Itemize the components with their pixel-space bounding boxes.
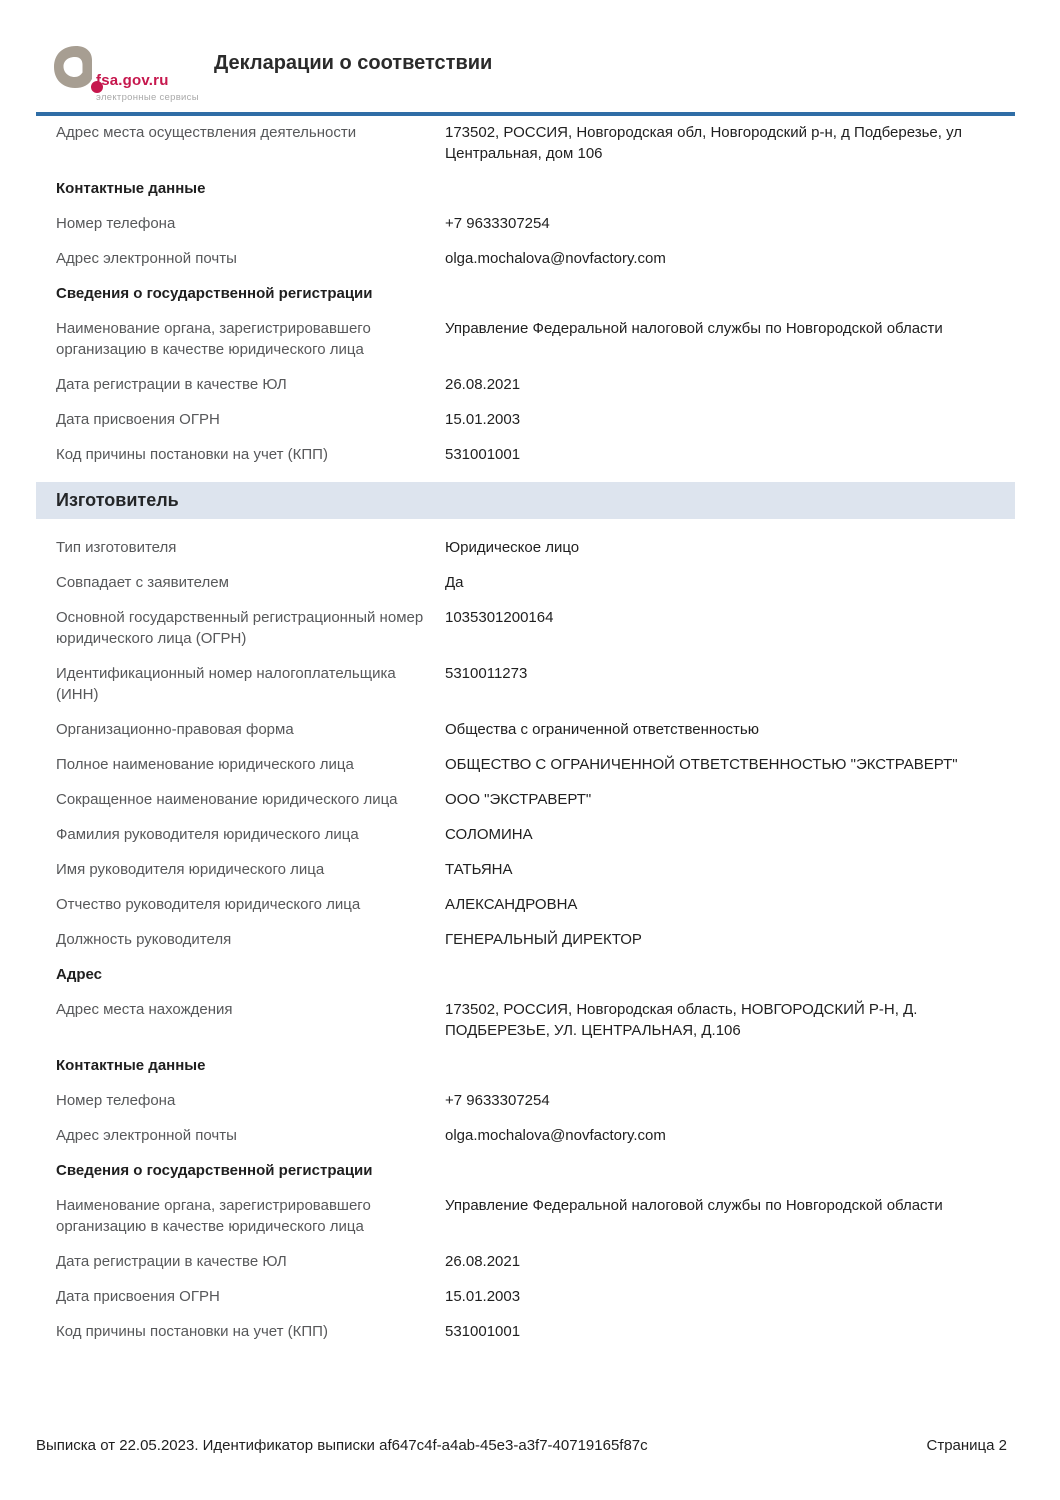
field-row bbox=[36, 719, 1015, 740]
field-row bbox=[36, 444, 1015, 465]
field-label: Адрес места нахождения bbox=[56, 1001, 233, 1018]
field-row bbox=[36, 248, 1015, 269]
subsection-heading: Сведения о государственной регистрации bbox=[56, 285, 373, 302]
field-value: olga.mochalova@novfactory.com bbox=[445, 250, 666, 267]
field-row bbox=[36, 999, 1015, 1041]
section-header-manufacturer: Изготовитель bbox=[36, 482, 1015, 519]
field-value: ГЕНЕРАЛЬНЫЙ ДИРЕКТОР bbox=[445, 931, 642, 948]
document-content bbox=[36, 122, 1015, 1356]
field-value: Юридическое лицо bbox=[445, 539, 580, 556]
page-number: Страница 2 bbox=[926, 1437, 1007, 1454]
field-value: 1035301200164 bbox=[445, 609, 554, 626]
field-label: Наименование органа, зарегистрировавшего организацию в качестве юридического лица bbox=[56, 1197, 371, 1235]
field-label: Идентификационный номер налогоплательщика (ИНН) bbox=[56, 665, 396, 703]
field-label: Код причины постановки на учет (КПП) bbox=[56, 446, 328, 463]
field-row bbox=[36, 789, 1015, 810]
field-value: ООО "ЭКСТРАВЕРТ" bbox=[445, 791, 592, 808]
field-row bbox=[36, 663, 1015, 705]
field-row bbox=[36, 1286, 1015, 1307]
field-value: 15.01.2003 bbox=[445, 1288, 521, 1305]
field-label: Основной государственный регистрационный номер юридического лица (ОГРН) bbox=[56, 609, 424, 647]
field-label: Номер телефона bbox=[56, 1092, 176, 1109]
subsection-heading-row bbox=[36, 1160, 1015, 1181]
field-label: Тип изготовителя bbox=[56, 539, 177, 556]
field-value: АЛЕКСАНДРОВНА bbox=[445, 896, 578, 913]
field-label: Совпадает с заявителем bbox=[56, 574, 229, 591]
field-value: 173502, РОССИЯ, Новгородская область, НОВГОРОДСКИЙ Р-Н, Д. ПОДБЕРЕЗЬЕ, УЛ. ЦЕНТРАЛЬНАЯ, Д.106 bbox=[445, 1001, 918, 1039]
field-value: 531001001 bbox=[445, 446, 521, 463]
subsection-heading: Сведения о государственной регистрации bbox=[56, 1162, 373, 1179]
subsection-heading-row bbox=[36, 1055, 1015, 1076]
field-row bbox=[36, 374, 1015, 395]
field-row bbox=[36, 318, 1015, 360]
field-value: +7 9633307254 bbox=[445, 215, 550, 232]
field-row bbox=[36, 1195, 1015, 1237]
field-value: ТАТЬЯНА bbox=[445, 861, 513, 878]
field-row bbox=[36, 1321, 1015, 1342]
field-label: Дата присвоения ОГРН bbox=[56, 1288, 220, 1305]
field-row bbox=[36, 537, 1015, 558]
field-label: Полное наименование юридического лица bbox=[56, 756, 354, 773]
subsection-heading-row bbox=[36, 964, 1015, 985]
field-row bbox=[36, 1090, 1015, 1111]
page-footer bbox=[36, 1437, 1007, 1454]
subsection-heading-row bbox=[36, 283, 1015, 304]
field-label: Дата регистрации в качестве ЮЛ bbox=[56, 1253, 287, 1270]
field-label: Отчество руководителя юридического лица bbox=[56, 896, 361, 913]
field-value: Управление Федеральной налоговой службы по Новгородской области bbox=[445, 320, 943, 337]
field-value: 26.08.2021 bbox=[445, 376, 521, 393]
field-row bbox=[36, 409, 1015, 430]
field-value: Управление Федеральной налоговой службы по Новгородской области bbox=[445, 1197, 943, 1214]
field-label: Дата присвоения ОГРН bbox=[56, 411, 220, 428]
field-value: olga.mochalova@novfactory.com bbox=[445, 1127, 666, 1144]
field-row bbox=[36, 754, 1015, 775]
field-label: Адрес электронной почты bbox=[56, 250, 237, 267]
fsa-logo-tagline: электронные сервисы bbox=[96, 92, 199, 103]
fsa-logo-domain: fsa.gov.ru bbox=[96, 72, 169, 89]
field-row bbox=[36, 929, 1015, 950]
field-value: ОБЩЕСТВО С ОГРАНИЧЕННОЙ ОТВЕТСТВЕННОСТЬЮ "ЭКСТРАВЕРТ" bbox=[445, 756, 958, 773]
field-row bbox=[36, 859, 1015, 880]
field-row bbox=[36, 894, 1015, 915]
field-value: 15.01.2003 bbox=[445, 411, 521, 428]
subsection-heading: Контактные данные bbox=[56, 1057, 206, 1074]
field-value: +7 9633307254 bbox=[445, 1092, 550, 1109]
field-label: Код причины постановки на учет (КПП) bbox=[56, 1323, 328, 1340]
field-row bbox=[36, 213, 1015, 234]
field-value: 173502, РОССИЯ, Новгородская обл, Новгородский р-н, д Подберезье, ул Центральная, дом 106 bbox=[445, 124, 963, 162]
field-row bbox=[36, 824, 1015, 845]
field-label: Адрес места осуществления деятельности bbox=[56, 124, 357, 141]
extract-info: Выписка от 22.05.2023. Идентификатор выписки af647c4f-a4ab-45e3-a3f7-40719165f87c bbox=[36, 1437, 648, 1454]
field-label: Организационно-правовая форма bbox=[56, 721, 294, 738]
field-row bbox=[36, 1125, 1015, 1146]
header-divider bbox=[36, 112, 1015, 116]
field-row bbox=[36, 122, 1015, 164]
field-value: Общества с ограниченной ответственностью bbox=[445, 721, 759, 738]
field-label: Дата регистрации в качестве ЮЛ bbox=[56, 376, 287, 393]
field-row bbox=[36, 607, 1015, 649]
field-label: Должность руководителя bbox=[56, 931, 232, 948]
field-value: Да bbox=[445, 574, 464, 591]
page-title: Декларации о соответствии bbox=[214, 52, 493, 74]
field-value: 26.08.2021 bbox=[445, 1253, 521, 1270]
field-row bbox=[36, 572, 1015, 593]
field-label: Имя руководителя юридического лица bbox=[56, 861, 325, 878]
subsection-heading: Адрес bbox=[56, 966, 103, 983]
subsection-heading: Контактные данные bbox=[56, 180, 206, 197]
field-label: Наименование органа, зарегистрировавшего организацию в качестве юридического лица bbox=[56, 320, 371, 358]
subsection-heading-row bbox=[36, 178, 1015, 199]
field-label: Сокращенное наименование юридического лица bbox=[56, 791, 398, 808]
field-label: Фамилия руководителя юридического лица bbox=[56, 826, 359, 843]
field-label: Номер телефона bbox=[56, 215, 176, 232]
field-value: СОЛОМИНА bbox=[445, 826, 533, 843]
field-row bbox=[36, 1251, 1015, 1272]
field-label: Адрес электронной почты bbox=[56, 1127, 237, 1144]
field-value: 531001001 bbox=[445, 1323, 521, 1340]
field-value: 5310011273 bbox=[445, 665, 528, 682]
